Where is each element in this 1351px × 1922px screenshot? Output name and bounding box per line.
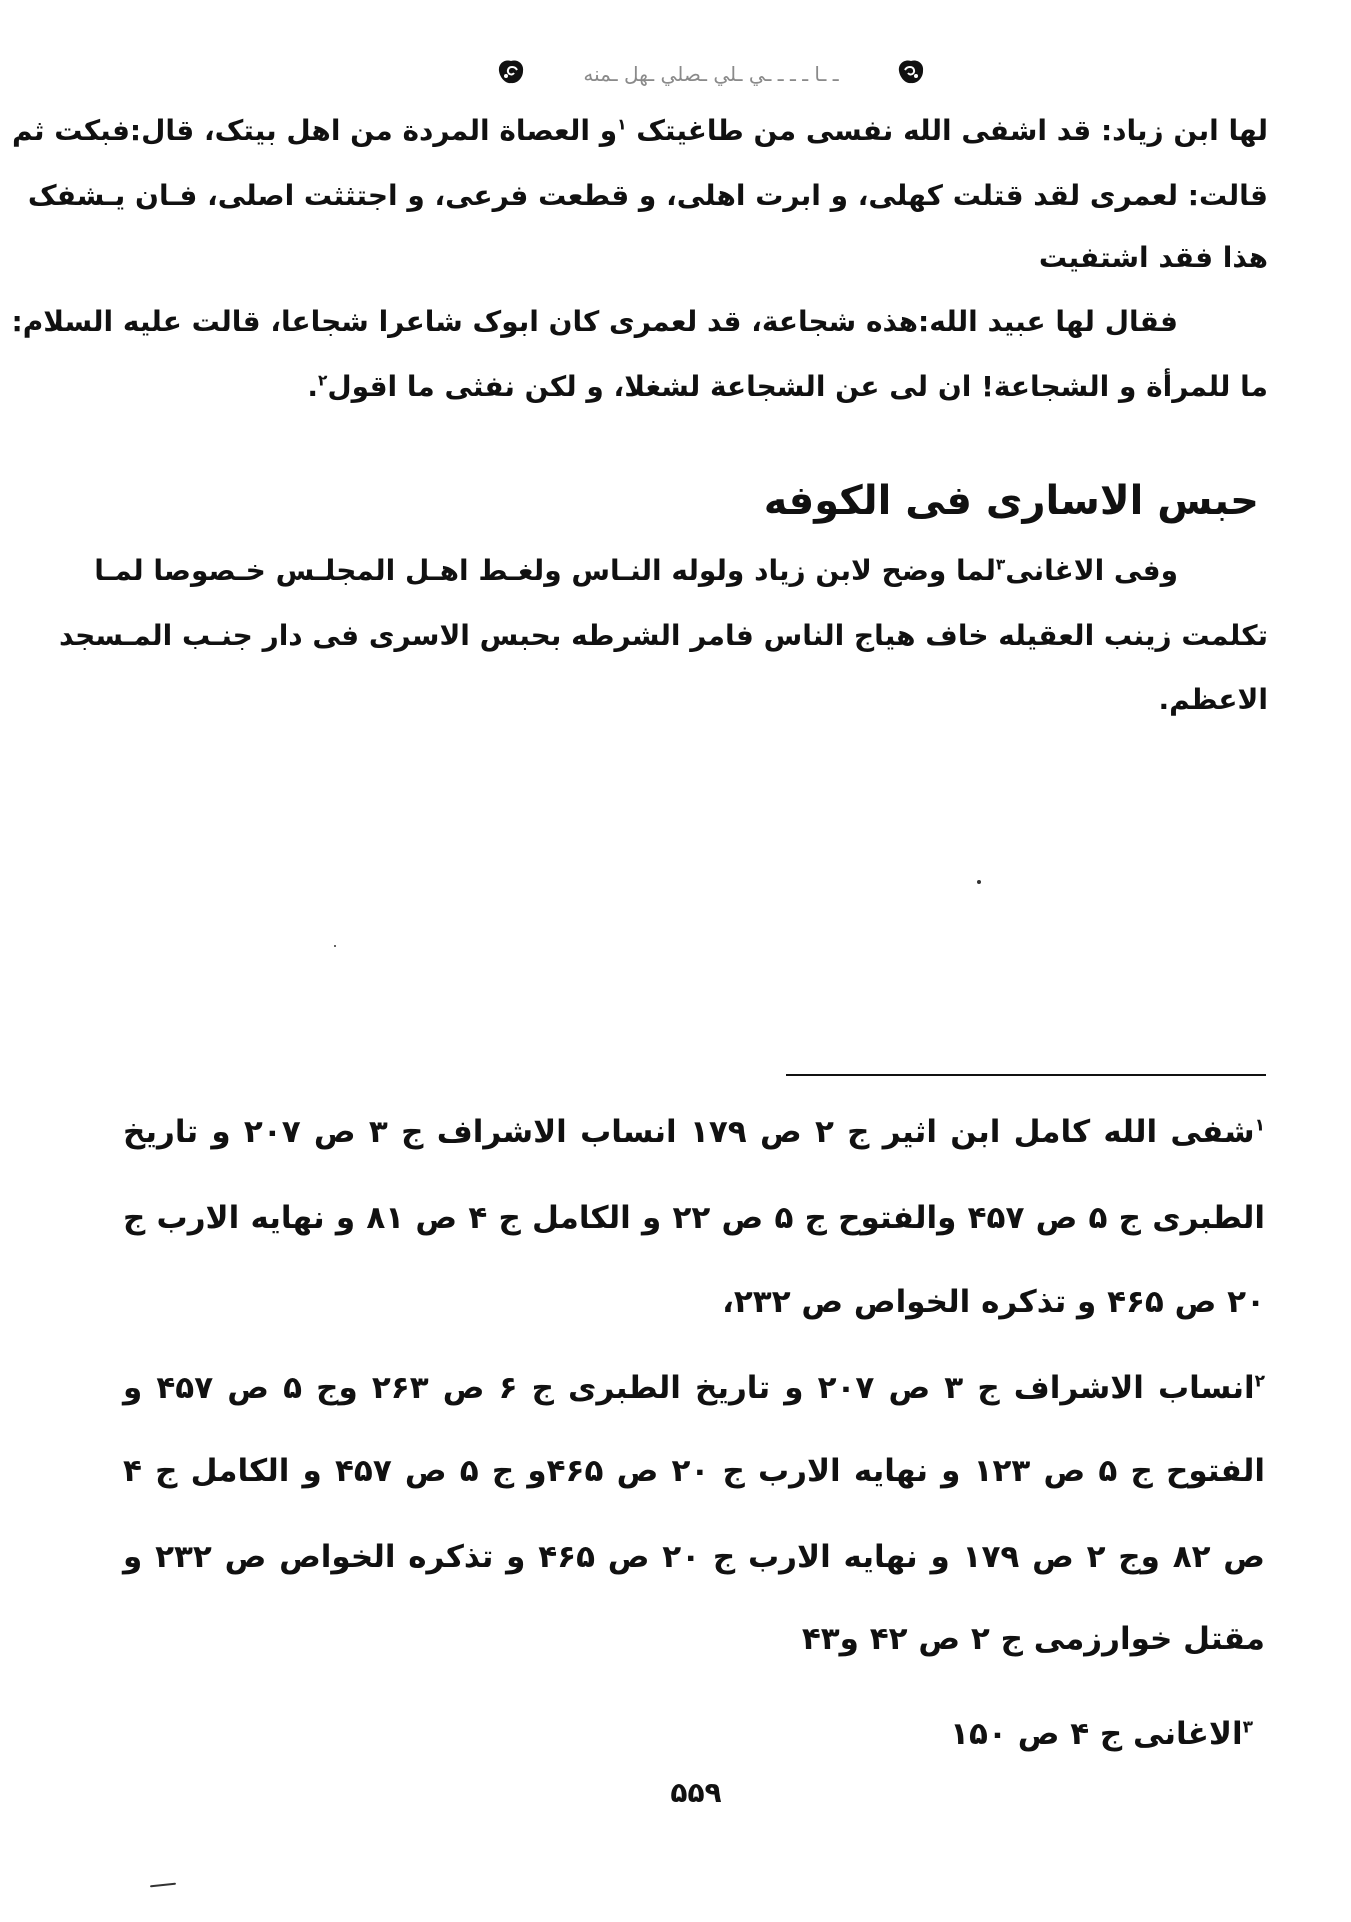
running-header [496,56,926,92]
line-text: . [307,370,318,403]
scan-speck [150,1883,176,1888]
line-text: لما وضح لابن زياد ولوله النـاس ولغـط اهـل المجلـس خـصوصا لمـا [94,554,996,587]
floral-ornament-icon [896,58,926,90]
page-number: ۵۵۹ [670,1776,722,1809]
footnote-ref: ۲ [317,371,328,390]
footnote-line [123,1363,1265,1413]
footnote-text: انساب الاشراف ج ۳ ص ۲۰۷ و تاريخ الطبرى ج ۶ ص ۲۶۳ وج ۵ ص ۴۵۷ و [123,1370,1255,1406]
footnote-line [123,1107,1265,1157]
body-line [123,235,1268,281]
footnote-marker: ۱ [1254,1115,1265,1136]
footnote-text: مقتل خوارزمى ج ۲ ص ۴۲ و۴۳ [801,1621,1265,1657]
footnote-text: ۲۰ ص ۴۶۵ و تذكره الخواص ص ۲۳۲، [722,1284,1265,1320]
footnote-line [123,1193,1265,1243]
footnote-marker: ۳ [1242,1717,1253,1738]
footnote-text: ص ۸۲ وج ۲ ص ۱۷۹ و نهايه الارب ج ۲۰ ص ۴۶۵ و تذكره الخواص ص ۲۳۲ و [123,1539,1266,1575]
footnote-text: الاغانى ج ۴ ص ۱۵۰ [950,1716,1243,1752]
footnote-line [123,1532,1265,1582]
line-text: ما للمرأة و الشجاعة! ان لى عن الشجاعة لشغلا، و لكن نفثى ما اقول [327,370,1268,403]
footnote-ref: ۱ [617,115,627,134]
line-text: و العصاة المردة من اهل بيتک، قال:فبکت ثم [12,114,618,147]
body-line [123,364,1268,410]
body-line [11,299,1178,345]
footnote-separator [786,1074,1266,1076]
footnote-line [123,1446,1265,1496]
body-line [94,548,1178,594]
body-line [12,108,1268,154]
line-text: فقال لها عبيد الله:هذه شجاعة، قد لعمرى كان ابوک شاعرا شجاعا، قالت عليه السلام: [11,305,1178,338]
footnote-text: شفى الله كامل ابن اثير ج ۲ ص ۱۷۹ انساب الاشراف ج ۳ ص ۲۰۷ و تاريخ [123,1114,1255,1150]
footnote-text: الفتوح ج ۵ ص ۱۲۳ و نهايه الارب ج ۲۰ ص ۴۶۵و ج ۵ ص ۴۵۷ و الكامل ج ۴ [123,1453,1265,1489]
body-line [27,173,1268,219]
line-text: قالت: لعمرى لقد قتلت كهلى، و ابرت اهلى، و قطعت فرعى، و اجتثثت اصلى، فـان يـشفک [27,179,1268,212]
line-text: لها ابن زياد: قد اشفى الله نفسى من طاغيتک [626,114,1268,147]
footnote-line [123,1709,1253,1759]
footnote-line [123,1277,1265,1327]
body-line [123,677,1268,723]
body-line [58,613,1268,659]
section-heading: حبس الاسارى فى الكوفه [763,478,1259,524]
line-text: تكلمت زينب العقيله خاف هياج الناس فامر الشرطه بحبس الاسرى فى دار جنـب المـسجد [58,619,1268,652]
scan-speck [334,945,336,947]
line-text: الاعظم. [1158,683,1268,716]
footnote-line [123,1614,1265,1664]
footnote-text: الطبرى ج ۵ ص ۴۵۷ والفتوح ج ۵ ص ۲۲ و الكامل ج ۴ ص ۸۱ و نهايه الارب ج [123,1200,1266,1236]
scan-speck [977,880,981,884]
floral-ornament-icon [496,58,526,90]
line-text: وفى الاغانى [1005,554,1178,587]
footnote-marker: ۲ [1254,1371,1266,1392]
running-header-text: ـ ـا ـ ـ ـ ـي ـلي ـصلي ـهل ـمنه [583,62,839,86]
footnote-ref: ۳ [995,555,1006,574]
line-text: هذا فقد اشتفيت [1038,241,1268,274]
